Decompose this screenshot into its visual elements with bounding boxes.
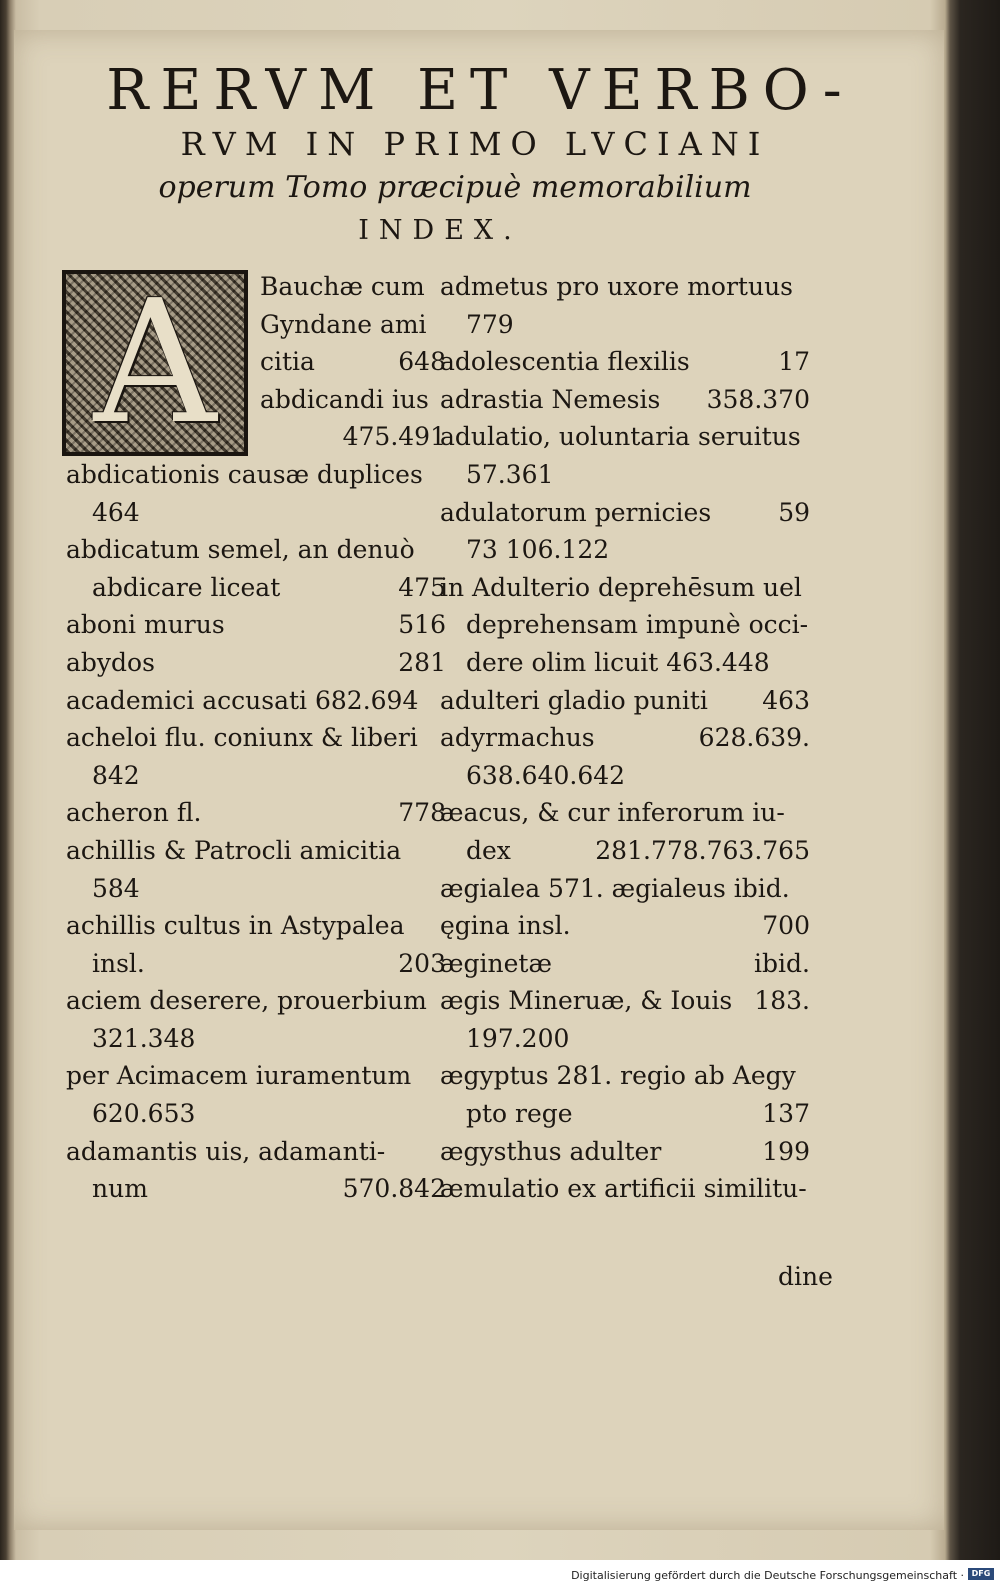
index-entry — [440, 945, 810, 983]
footer-text: Digitalisierung gefördert durch die Deutsche Forschungsgemeinschaft · — [571, 1569, 964, 1582]
index-entry — [66, 1020, 446, 1058]
entry-text: æacus, & cur inferorum iu- — [440, 798, 785, 828]
entry-page-number: 59 — [778, 497, 810, 527]
entry-text: adyrmachus — [440, 723, 595, 753]
entry-text: ęgina insl. — [440, 911, 571, 941]
entry-page-number: 700 — [762, 911, 810, 941]
entry-text: adamantis uis, adamanti- — [66, 1136, 386, 1166]
index-entry — [440, 682, 810, 720]
index-entry — [66, 719, 446, 757]
index-entry — [440, 306, 810, 344]
entry-page-number: 570.842 — [342, 1174, 446, 1204]
entry-text: aciem deserere, prouerbium — [66, 986, 427, 1016]
index-entry — [66, 418, 446, 456]
entry-text: 842 — [92, 760, 140, 790]
index-entry — [440, 494, 810, 532]
index-entry — [66, 606, 446, 644]
title-line-4: INDEX. — [358, 215, 522, 246]
index-entry — [66, 1170, 446, 1208]
index-entry — [66, 381, 446, 419]
entry-text: ægysthus adulter — [440, 1136, 662, 1166]
index-entry — [440, 1095, 810, 1133]
entry-text: 638.640.642 — [466, 760, 626, 790]
entry-text: ægialea 571. ægialeus ibid. — [440, 873, 790, 903]
index-entry — [440, 907, 810, 945]
entry-text: abdicandi ius — [260, 384, 429, 414]
index-column-right — [440, 268, 810, 1208]
entry-text: academici accusati 682.694 — [66, 685, 419, 715]
title-line-3: operum Tomo præcipuè memorabilium — [158, 170, 752, 205]
index-entry — [66, 268, 446, 306]
entry-text: pto rege — [466, 1099, 573, 1129]
entry-text: 464 — [92, 497, 140, 527]
entry-text: insl. — [92, 948, 145, 978]
entry-text: 57.361 — [466, 459, 554, 489]
title-line-1: RERVM ET VERBO- — [106, 58, 854, 123]
entry-page-number: 628.639. — [698, 723, 810, 753]
entry-text: dex — [466, 835, 511, 865]
entry-page-number: 463 — [762, 685, 810, 715]
entry-page-number: 358.370 — [706, 384, 810, 414]
entry-text: abydos — [66, 647, 155, 677]
entry-text: num — [92, 1174, 148, 1204]
entry-text: Bauchæ cum — [260, 272, 425, 301]
index-entry — [440, 1133, 810, 1171]
index-entry — [440, 1057, 810, 1095]
entry-text: 321.348 — [92, 1023, 196, 1053]
index-entry — [440, 832, 810, 870]
index-entry — [440, 982, 810, 1020]
entry-page-number: 281.778.763.765 — [595, 835, 810, 865]
entry-text: 779 — [466, 309, 514, 339]
entry-text: abdicationis causæ duplices — [66, 459, 423, 489]
index-entry — [66, 682, 446, 720]
index-entry — [66, 1057, 446, 1095]
index-entry — [66, 569, 446, 607]
entry-text: adulatio, uoluntaria seruitus — [440, 422, 801, 452]
index-entry — [66, 794, 446, 832]
entry-text: per Acimacem iuramentum — [66, 1061, 412, 1091]
entry-page-number: 516 — [398, 610, 446, 640]
index-entry — [66, 907, 446, 945]
entry-text: abdicatum semel, an denuò — [66, 535, 415, 565]
index-entry — [66, 644, 446, 682]
index-entry — [66, 531, 446, 569]
entry-page-number: 778 — [398, 798, 446, 828]
index-entry — [440, 644, 810, 682]
index-entry — [440, 531, 810, 569]
footer-credit — [0, 1560, 1000, 1590]
entry-text: abdicare liceat — [92, 572, 281, 602]
index-entry — [66, 343, 446, 381]
entry-text: achillis cultus in Astypalea — [66, 911, 405, 941]
entry-text: 73 106.122 — [466, 535, 610, 565]
index-column-left — [66, 264, 446, 1208]
index-entry — [66, 870, 446, 908]
title-line-2: RVM IN PRIMO LVCIANI — [180, 125, 770, 163]
index-entry — [66, 306, 446, 344]
entry-page-number: 199 — [762, 1136, 810, 1166]
index-entry — [440, 794, 810, 832]
index-entry — [440, 569, 810, 607]
entry-text: ægis Mineruæ, & Iouis — [440, 986, 733, 1016]
initial-letter: A — [93, 264, 217, 462]
entry-text: æginetæ — [440, 948, 552, 978]
index-entry — [66, 1095, 446, 1133]
index-entry — [440, 1020, 810, 1058]
entry-page-number: 183. — [754, 986, 810, 1016]
entry-text: Gyndane ami — [260, 309, 427, 339]
entry-text: aboni murus — [66, 610, 225, 640]
index-entry — [66, 832, 446, 870]
entry-text: dere olim licuit 463.448 — [466, 647, 770, 677]
entry-page-number: ibid. — [754, 948, 810, 978]
index-entry — [66, 757, 446, 795]
entry-page-number: 281 — [398, 647, 446, 677]
entry-page-number: 137 — [762, 1099, 810, 1129]
entry-text: æmulatio ex artificii similitu- — [440, 1174, 807, 1204]
index-entry — [440, 343, 810, 381]
index-entry — [66, 945, 446, 983]
entry-text: adrastia Nemesis — [440, 384, 661, 414]
index-title — [0, 60, 1000, 252]
entry-text: adulatorum pernicies — [440, 497, 712, 527]
index-entry — [66, 1133, 446, 1171]
entry-text: achillis & Patrocli amicitia — [66, 835, 402, 865]
dfg-logo: DFG — [968, 1568, 994, 1580]
entry-page-number: 648 — [398, 347, 446, 377]
index-entry — [440, 870, 810, 908]
index-entry — [440, 456, 810, 494]
entry-page-number: 17 — [778, 347, 810, 377]
catchword: dine — [778, 1262, 833, 1291]
index-entry — [66, 982, 446, 1020]
index-entry — [440, 381, 810, 419]
entry-text: 584 — [92, 873, 140, 903]
index-entry — [66, 456, 446, 494]
index-entry — [440, 719, 810, 757]
entry-page-number: 475.491 — [342, 422, 446, 452]
entry-page-number: 203 — [398, 948, 446, 978]
entry-text: acheron fl. — [66, 798, 202, 828]
entry-page-number: 475 — [398, 572, 446, 602]
entry-text: in Adulterio deprehēsum uel — [440, 572, 802, 602]
index-entry — [440, 418, 810, 456]
entry-text: citia — [260, 347, 315, 377]
index-entry — [66, 494, 446, 532]
index-entry — [440, 606, 810, 644]
entry-text: 620.653 — [92, 1099, 196, 1129]
entry-text: adulteri gladio puniti — [440, 685, 708, 715]
entry-text: 197.200 — [466, 1023, 570, 1053]
entry-text: adolescentia flexilis — [440, 347, 690, 377]
entry-text: deprehensam impunè occi- — [466, 610, 809, 640]
index-entry — [440, 757, 810, 795]
entry-text: acheloi flu. coniunx & liberi — [66, 723, 418, 753]
index-entry — [440, 1170, 810, 1208]
entry-text: admetus pro uxore mortuus — [440, 272, 794, 301]
index-entry — [440, 268, 810, 306]
entry-text: ægyptus 281. regio ab Aegy — [440, 1061, 796, 1091]
